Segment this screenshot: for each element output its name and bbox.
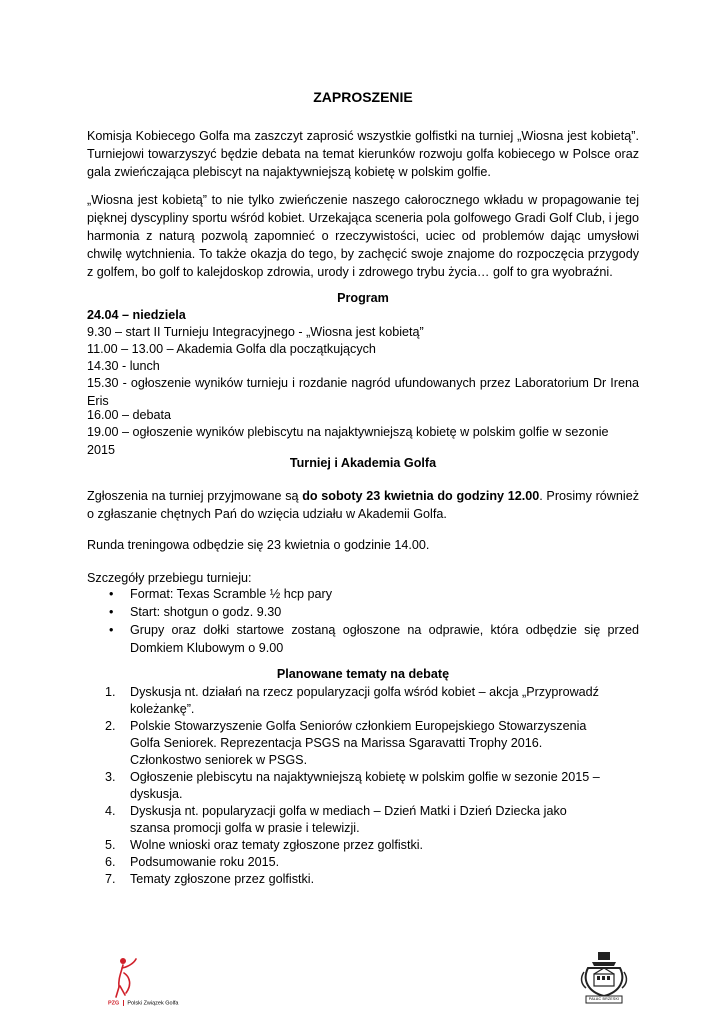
program-item: 14.30 - lunch [87,359,160,373]
list-number: 1. [105,685,116,699]
tournament-heading: Turniej i Akademia Golfa [289,456,437,470]
program-item: 15.30 - ogłoszenie wyników turnieju i rozdanie nagród ufundowanych przez Laboratorium Dr Irena Eris [87,376,639,408]
bullet-icon: • [109,605,114,619]
list-item [87,585,639,603]
list-item-text: Grupy oraz dołki startowe zostaną ogłoszone na odprawie, która odbędzie się przed Domkiem Klubowym o 9.00 [130,623,639,655]
list-number: 3. [105,770,116,784]
list-item-text: Polskie Stowarzyszenie Golfa Seniorów członkiem Europejskiego Stowarzyszenia Golfa Seniorek. Reprezentacja PSGS na Marissa Sgaravatti Trophy 2016. Członkostwo seniorek w PSGS. [130,719,587,767]
registration-deadline: do soboty 23 kwietnia do godziny 12.00 [302,489,540,503]
registration-text-pre: Zgłoszenia na turniej przyjmowane są [87,489,303,503]
list-number: 6. [105,855,116,869]
document-title: ZAPROSZENIE [313,89,413,105]
list-item [87,769,607,803]
list-item-text: Wolne wnioski oraz tematy zgłoszone przez golfistki. [130,838,424,852]
debate-heading: Planowane tematy na debatę [276,667,450,681]
list-number: 7. [105,872,116,886]
debate-topics-list [87,684,607,888]
training-round-text: Runda treningowa odbędzie się 23 kwietnia o godzinie 14.00. [87,538,430,552]
intro-paragraph-1: Komisja Kobiecego Golfa ma zaszczyt zaprosić wszystkie golfistki na turniej „Wiosna jest kobietą”. Turniejowi towarzyszyć będzie debata na temat kierunków rozwoju golfa kobiecego w Polsce oraz gala zwieńczająca plebiscyt na najaktywniejszą kobietę w polskim golfie. [87,129,639,179]
intro-paragraph-2: „Wiosna jest kobietą” to nie tylko zwieńczenie naszego całorocznego wkładu w propagowanie tej pięknej dyscypliny sportu wśród kobiet. Urzekająca sceneria pola golfowego Gradi Golf Club, i jego harmonia z naturą pozwolą zapomnieć o rzeczywistości, uciec od problemów dając umysłowi chwilę wytchnienia. To także okazja do tego, by zachęcić swoje znajome do rozpoczęcia przygody z golfem, bo golf to kalejdoskop zdrowia, urody i zdrowego trybu życia… golf to gra wyobraźni. [87,193,639,279]
list-item [87,871,607,888]
details-list [87,585,639,657]
palac-brzeski-logo [578,950,630,1005]
program-item: 11.00 – 13.00 – Akademia Golfa dla początkujących [87,342,376,356]
pzg-caption [108,1000,178,1006]
list-item-text: Dyskusja nt. działań na rzecz popularyzacji golfa wśród kobiet – akcja „Przyprowadź koleżankę”. [130,685,599,716]
list-item [87,718,607,769]
divider [123,1000,124,1006]
list-number: 4. [105,804,116,818]
list-item [87,837,607,854]
pzg-logo [108,955,179,1010]
pzg-abbr: PZG [108,1000,120,1007]
list-item [87,621,639,657]
list-number: 5. [105,838,116,852]
list-item-text: Start: shotgun o godz. 9.30 [130,605,282,619]
program-item: 9.30 – start II Turnieju Integracyjnego - „Wiosna jest kobietą” [87,325,424,339]
crest-banner-text: PAŁAC BRZESKI [588,997,620,1001]
list-item-text: Podsumowanie roku 2015. [130,855,280,869]
program-date: 24.04 – niedziela [87,308,186,322]
bullet-icon: • [109,623,114,637]
program-item: 19.00 – ogłoszenie wyników plebiscytu na najaktywniejszą kobietę w polskim golfie w sezonie 2015 [87,425,609,457]
pzg-name: Polski Związek Golfa [127,1000,179,1007]
registration-paragraph [87,487,639,523]
list-item [87,684,607,718]
list-number: 2. [105,719,116,733]
list-item-text: Ogłoszenie plebiscytu na najaktywniejszą kobietę w polskim golfie w sezonie 2015 – dyskusja. [130,770,600,801]
list-item-text: Tematy zgłoszone przez golfistki. [130,872,315,886]
details-label: Szczegóły przebiegu turnieju: [87,571,252,585]
program-item: 16.00 – debata [87,408,172,422]
registration-text-post: . Prosimy również o zgłaszanie chętnych Pań do wzięcia udziału w Akademii Golfa. [87,489,640,521]
list-item-text: Format: Texas Scramble ½ hcp pary [130,587,333,601]
bullet-icon: • [109,587,114,601]
list-item [87,803,607,837]
list-item-text: Dyskusja nt. popularyzacji golfa w mediach – Dzień Matki i Dzień Dziecka jako szansa promocji golfa w prasie i telewizji. [130,804,567,835]
list-item [87,603,639,621]
list-item [87,854,607,871]
program-heading: Program [337,291,389,305]
